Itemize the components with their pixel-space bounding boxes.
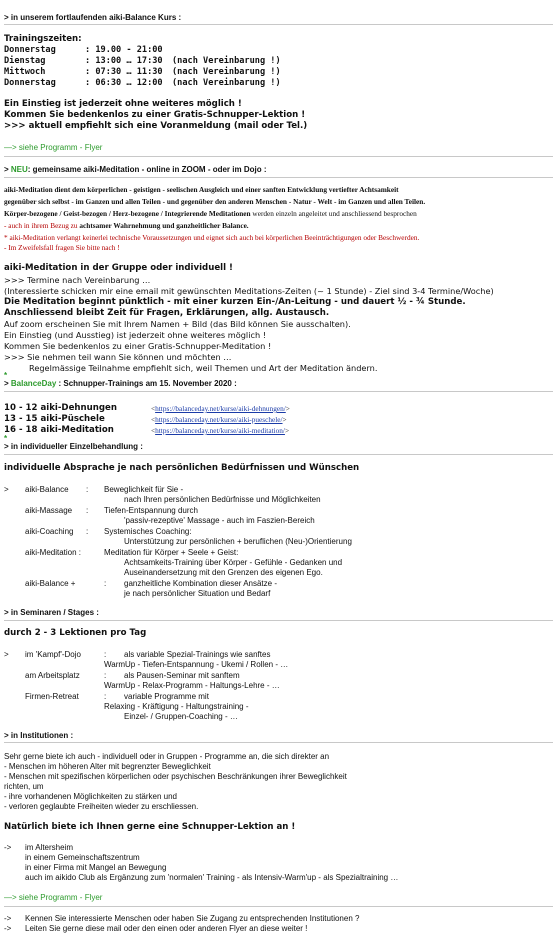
institutionen-line: - verloren geglaubte Freiheiten wieder zu erschliessen. [4,802,199,811]
seminar-colon: : [104,692,107,701]
einzel-desc: ganzheitliche Kombination dieser Ansätze - [124,579,277,588]
place-item: im Altersheim [25,843,74,852]
seminar-colon: : [104,650,107,659]
meditation-desc-rest: werden einzeln angeleitet und anschliessend besprochen [250,209,417,218]
meditation-types: Körper-bezogene / Geist-bezogen / Herz-bezogene / Integrierende Meditationen [4,209,251,218]
divider [4,24,553,25]
einzel-name: aiki-Coaching [25,527,74,536]
gruppe-line: Ein Einstieg (und Ausstieg) ist jederzeit ohne weiteres möglich ! [4,330,267,340]
schnupper-title: Natürlich biete ich Ihnen gerne eine Schnupper-Lektion an ! [4,822,296,832]
seminar-desc: WarmUp - Tiefen-Entspannung - Ukemi / Rollen - … [104,660,289,669]
list-marker: > [4,485,9,494]
arrow-marker: -> [4,843,12,852]
schedule-note: (nach Vereinbarung !) [172,78,281,88]
meditation-desc [4,221,249,230]
divider [4,391,553,392]
seminare-subtitle: durch 2 - 3 Lektionen pro Tag [4,628,147,638]
gruppe-line: Kommen Sie bedenkenlos zu einer Gratis-Schnupper-Meditation ! [4,341,272,351]
einzel-desc: Unterstützung zur persönlichen + beruflichen (Neu-)Orientierung [124,537,352,546]
balanceday-item-label: 16 - 18 aiki-Meditation [4,425,114,435]
asterisk: * [4,434,8,443]
einzel-desc: Auseinandersetzung mit den Grenzen des eigenen Ego. [124,568,323,577]
neu-badge: NEU [10,165,28,174]
einzel-name: aiki-Balance [25,485,69,494]
divider [4,906,553,907]
question-line: Leiten Sie gerne diese mail oder den einen oder anderen Flyer an diese weiter ! [25,924,308,933]
balanceday-name: BalanceDay [10,379,57,388]
einzel-desc: je nach persönlicher Situation und Bedarf [124,589,271,598]
seminar-colon: : [104,671,107,680]
divider [4,156,553,157]
balanceday-item-link[interactable]: <https://balanceday.net/kurse/aiki-dehnungen/> [151,404,290,413]
gruppe-line: Anschliessend bleibt Zeit für Fragen, Erklärungen, allg. Austausch. [4,308,330,318]
header-marker: > [4,379,11,388]
kommen-text: Kommen Sie bedenkenlos zu einer Gratis-Schnupper-Lektion ! [4,110,306,120]
seminar-desc: WarmUp - Relax-Programm - Haltungs-Lehre - … [104,681,280,690]
einzel-desc: Tiefen-Entspannung durch [104,506,198,515]
balanceday-url[interactable]: https://balanceday.net/kurse/aiki-meditation/ [155,426,285,435]
list-marker: > [4,650,9,659]
einzel-colon: : [104,579,107,588]
schedule-note: (nach Vereinbarung !) [172,56,281,66]
balanceday-item-label: 13 - 15 aiki-Püschele [4,414,105,424]
einzel-desc: 'passiv-rezeptive' Massage - auch im Faszien-Bereich [124,516,315,525]
balanceday-header-text: : Schnupper-Trainings am 15. November 2020 : [56,379,237,388]
institutionen-line: Sehr gerne biete ich auch - individuell oder in Gruppen - Programme an, die sich direkter an [4,752,330,761]
seminar-place: Firmen-Retreat [25,692,79,701]
asterisk: * [4,371,8,380]
institutionen-line: - ihre vorhandenen Möglichkeiten zu stärken und [4,792,177,801]
seminar-place: am Arbeitsplatz [25,671,80,680]
meditation-bezug: - auch in ihrem Bezug zu [4,221,80,230]
seminar-desc: als Pausen-Seminar mit sanftem [124,671,240,680]
schedule-time: : 06:30 … 12:00 [85,78,163,88]
einzel-desc: nach Ihren persönlichen Bedürfnisse und Möglichkeiten [124,495,321,504]
divider [4,177,553,178]
institutionen-line: richten, um [4,782,44,791]
seminar-place: im 'Kampf'-Dojo [25,650,81,659]
gruppe-line: Auf zoom erscheinen Sie mit Ihrem Namen + Bild (das Bild können Sie ausschalten). [4,319,351,329]
schedule-day: Mittwoch [4,67,46,77]
schedule-time: : 19.00 - 21:00 [85,45,163,55]
divider [4,620,553,621]
meditation-balance: achtsamer Wahrnehmung und ganzheitlicher Balance. [79,221,249,230]
einzel-name: aiki-Massage [25,506,73,515]
trainingszeiten-title: Trainingszeiten: [4,34,82,44]
balanceday-url[interactable]: https://balanceday.net/kurse/aiki-dehnungen/ [155,404,286,413]
gruppe-title: aiki-Meditation in der Gruppe oder individuell ! [4,263,233,273]
schedule-day: Donnerstag [4,45,56,55]
header-marker: > [4,165,11,174]
einzel-desc: Systemisches Coaching: [104,527,192,536]
institutionen-line: - Menschen mit spezifischen körperlichen oder psychischen Beschränkungen ihrer Beweglichkeit [4,772,347,781]
kurs-header: > in unserem fortlaufenden aiki-Balance Kurs : [4,13,182,22]
einstieg-text: Ein Einstieg ist jederzeit ohne weiteres möglich ! [4,99,242,109]
place-item: in einer Firma mit Mangel an Bewegung [25,863,167,872]
flyer-link[interactable]: —> siehe Programm - Flyer [4,143,103,152]
arrow-marker: -> [4,914,12,923]
meditation-desc: * aiki-Meditation verlangt keinerlei technische Voraussetzungen und eignet sich auch bei körperlichen Beeinträchtigungen oder Beschwerden. [4,233,420,242]
place-item: auch im aikido Club als Ergänzung zum 'normalen' Training - als Intensiv-Warm'up - als Spezialtraining … [25,873,399,882]
gruppe-line: (Interessierte schicken mir eine email mit gewünschten Meditations-Zeiten (~ 1 Stunde) - Ziel sind 3-4 Termine/Woche) [4,286,494,296]
meditation-desc: gegenüber sich selbst - im Ganzen und allen Teilen - und gegenüber den anderen Menschen - Natur - Welt - im Ganzen und allen Teilen. [4,197,426,206]
balanceday-url[interactable]: https://balanceday.net/kurse/aiki-pueschele/ [155,415,283,424]
seminar-desc: variable Programme mit [124,692,209,701]
gruppe-line: >>> Sie nehmen teil wann Sie können und möchten … [4,352,232,362]
einzel-header: > in individueller Einzelbehandlung : [4,442,143,451]
balanceday-header [4,379,237,388]
voranmeldung-text: >>> aktuell empfiehlt sich eine Voranmeldung (mail oder Tel.) [4,121,308,131]
seminar-desc: Relaxing - Kräftigung - Haltungstraining - [104,702,249,711]
flyer-link[interactable]: —> siehe Programm - Flyer [4,893,103,902]
balanceday-item-label: 10 - 12 aiki-Dehnungen [4,403,117,413]
meditation-desc: - Im Zweifelsfall fragen Sie bitte nach ! [4,243,120,252]
seminar-desc: Einzel- / Gruppen-Coaching - … [124,712,238,721]
divider [4,742,553,743]
einzel-colon: : [86,506,89,515]
question-line: Kennen Sie interessierte Menschen oder haben Sie Zugang zu entsprechenden Institutionen ? [25,914,360,923]
meditation-desc [4,209,417,218]
schedule-day: Dienstag [4,56,46,66]
institutionen-header: > in Institutionen : [4,731,74,740]
balanceday-item-link[interactable]: <https://balanceday.net/kurse/aiki-pueschele/> [151,415,287,424]
schedule-day: Donnerstag [4,78,56,88]
schedule-time: : 13:00 … 17:30 [85,56,163,66]
einzel-colon: : [86,527,89,536]
einzel-desc: Achtsamkeits-Training über Körper - Gefühle - Gedanken und [124,558,343,567]
meditation-desc: aiki-Meditation dient dem körperlichen - geistigen - seelischen Ausgleich und einer sanften Entwicklung vertiefter Achtsamkeit [4,185,399,194]
einzel-colon: : [86,485,89,494]
arrow-marker: -> [4,924,12,933]
meditation-header [4,165,266,174]
gruppe-line: Die Meditation beginnt pünktlich - mit einer kurzen Ein-/An-Leitung - und dauert ½ - ¾ Stunde. [4,297,466,307]
place-item: in einem Gemeinschaftszentrum [25,853,140,862]
einzel-desc: Meditation für Körper + Seele + Geist: [104,548,239,557]
einzel-name: aiki-Meditation : [25,548,82,557]
seminar-desc: als variable Spezial-Trainings wie sanftes [124,650,271,659]
divider [4,454,553,455]
schedule-note: (nach Vereinbarung !) [172,67,281,77]
institutionen-line: - Menschen im höheren Alter mit begrenzter Beweglichkeit [4,762,211,771]
gruppe-line: >>> Termine nach Vereinbarung … [4,275,151,285]
einzel-desc: Beweglichkeit für Sie - [104,485,184,494]
gruppe-line: Regelmässige Teilnahme empfiehlt sich, weil Themen und Art der Meditation ändern. [29,363,378,373]
meditation-header-text: : gemeinsame aiki-Meditation - online in ZOOM - oder im Dojo : [27,165,267,174]
einzel-name: aiki-Balance + [25,579,76,588]
einzel-subtitle: individuelle Absprache je nach persönlichen Bedürfnissen und Wünschen [4,463,360,473]
schedule-time: : 07:30 … 11:30 [85,67,163,77]
seminare-header: > in Seminaren / Stages : [4,608,99,617]
balanceday-item-link[interactable]: <https://balanceday.net/kurse/aiki-meditation/> [151,426,290,435]
